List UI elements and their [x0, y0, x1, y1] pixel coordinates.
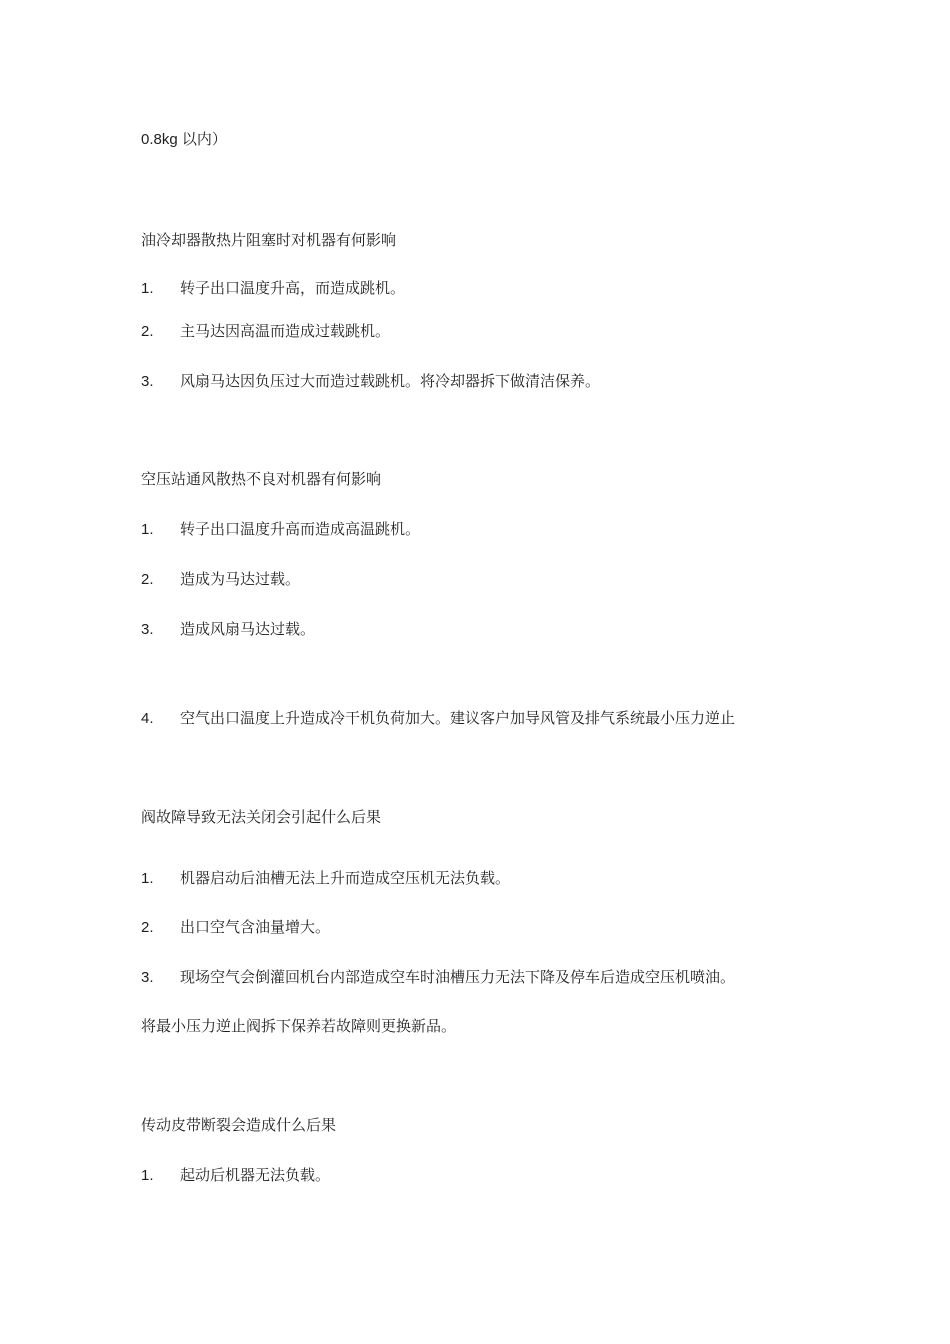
list-item	[141, 619, 315, 640]
list-item	[141, 708, 735, 729]
list-item	[141, 321, 390, 342]
list-item-number: 1.	[141, 870, 154, 887]
list-item-number: 2.	[141, 323, 154, 340]
intro-tail-text: 0.8kg 以内）	[141, 131, 227, 148]
list-item-number: 3.	[141, 621, 154, 638]
list-item	[141, 868, 510, 889]
list-item	[141, 967, 735, 988]
section-heading: 传动皮带断裂会造成什么后果	[141, 1116, 337, 1134]
list-item-number: 3.	[141, 373, 154, 390]
list-item-number: 1.	[141, 280, 154, 297]
list-item-text: 空气出口温度上升造成冷干机负荷加大。建议客户加导风管及排气系统最小压力逆止	[180, 709, 736, 727]
list-item-text: 机器启动后油槽无法上升而造成空压机无法负载。	[180, 869, 511, 887]
list-item-text: 风扇马达因负压过大而造过载跳机。将冷却器拆下做清洁保养。	[180, 372, 601, 390]
list-item-number: 1.	[141, 1167, 154, 1184]
list-item-text: 转子出口温度升高而造成高温跳机。	[180, 520, 421, 538]
list-item-number: 1.	[141, 521, 154, 538]
list-item-number: 3.	[141, 969, 154, 986]
list-item-text: 造成为马达过载。	[180, 570, 301, 588]
list-item-number: 4.	[141, 710, 154, 727]
list-item	[141, 278, 405, 299]
list-item-text: 转子出口温度升高，而造成跳机。	[180, 279, 406, 297]
list-item-text: 现场空气会倒灌回机台内部造成空车时油槽压力无法下降及停车后造成空压机喷油。	[180, 968, 736, 986]
list-item-text: 主马达因高温而造成过载跳机。	[180, 322, 391, 340]
list-item-text: 起动后机器无法负载。	[180, 1166, 331, 1184]
list-item	[141, 1165, 330, 1186]
section-heading: 空压站通风散热不良对机器有何影响	[141, 470, 382, 488]
list-item-text: 出口空气含油量增大。	[180, 918, 331, 936]
list-item-number: 2.	[141, 919, 154, 936]
list-item-number: 2.	[141, 571, 154, 588]
list-item	[141, 519, 420, 540]
section-note: 将最小压力逆止阀拆下保养若故障则更换新品。	[141, 1017, 457, 1035]
section-heading: 油冷却器散热片阻塞时对机器有何影响	[141, 231, 397, 249]
list-item	[141, 371, 600, 392]
list-item-text: 造成风扇马达过载。	[180, 620, 316, 638]
list-item	[141, 917, 330, 938]
list-item	[141, 569, 300, 590]
section-heading: 阀故障导致无法关闭会引起什么后果	[141, 808, 382, 826]
